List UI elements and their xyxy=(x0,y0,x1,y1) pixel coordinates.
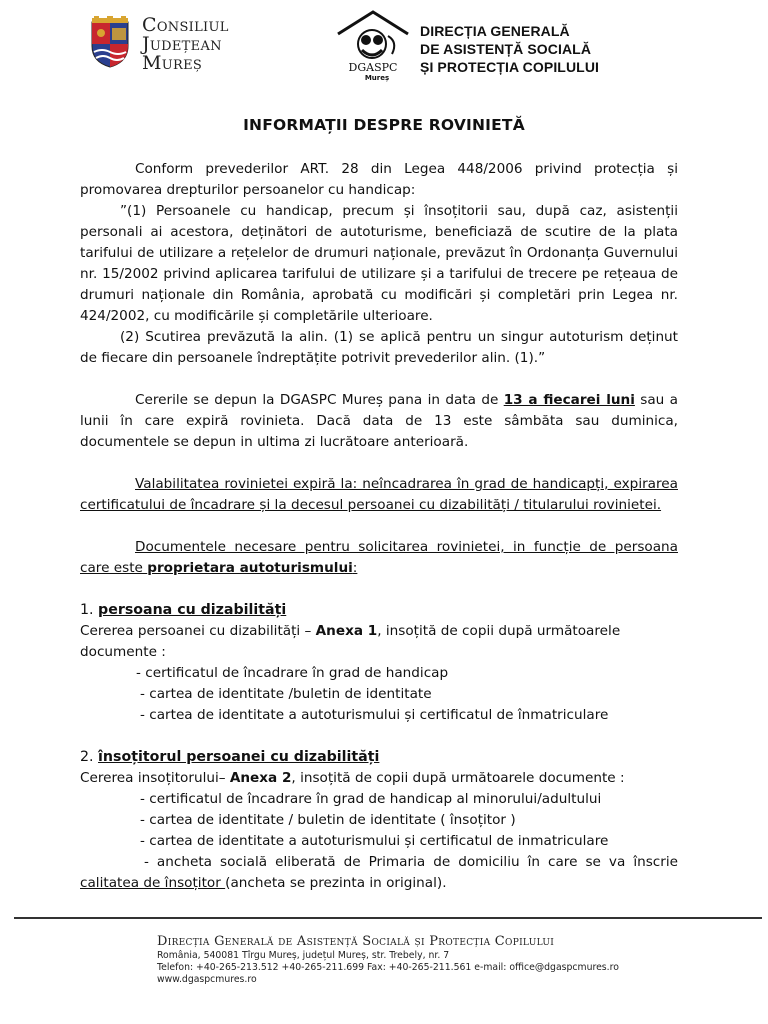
annex-label: Anexa 1 xyxy=(315,623,378,639)
list-item-text: - ancheta socială eliberată de Primaria de domiciliu în care se va înscrie xyxy=(144,854,678,870)
desc-text: Cererea persoanei cu dizabilități – xyxy=(80,623,316,639)
council-line: Mureș xyxy=(142,52,203,74)
list-item: - cartea de identitate a autoturismului și certificatul de înmatriculare xyxy=(140,707,609,723)
section-1-description xyxy=(80,621,678,663)
section-number: 1. xyxy=(80,602,99,618)
county-council-logo xyxy=(90,16,229,73)
footer xyxy=(157,934,619,986)
list-item-underlined: calitatea de însoțitor xyxy=(80,875,226,891)
dgaspc-house-logo-icon xyxy=(332,8,414,82)
logo-text: DGASPC xyxy=(348,61,398,74)
law-quote-paragraph-1: ”(1) Persoanele cu handicap, precum și însoțitorii sau, după caz, asistenții personali ai acestora, deținători de autoturisme, beneficiază de scutire de la plata tarifului de utilizare a rețelelor de drumuri naționale, prevăzut în Ordonanța Guvernului nr. 15/2002 privind aplicarea tarifului de utilizare și a tarifului de trecere pe rețeaua de drumuri naționale din România, aprobată cu modificări și completări prin Legea nr. 424/2002, cu modificările și completările ulterioare. xyxy=(80,203,678,324)
section-2-heading xyxy=(80,747,678,768)
desc-text-end: , insoțită de copii după următoarele documente : xyxy=(291,770,625,786)
dgaspc-line: ȘI PROTECȚIA COPILULUI xyxy=(420,59,600,75)
validity-paragraph: Valabilitatea rovinietei expiră la: neîncadrarea în grad de handicapți, expirarea certificatului de încadrare și la decesul persoanei cu dizabilități / titularului rovinietei. xyxy=(80,476,678,513)
list-item: - cartea de identitate a autoturismului și certificatul de inmatriculare xyxy=(140,833,609,849)
council-line: Județean xyxy=(142,33,222,55)
dgaspc-line: DIRECȚIA GENERALĂ xyxy=(420,23,570,39)
deadline-date: 13 a fiecarei luni xyxy=(503,392,635,408)
list-item: - cartea de identitate /buletin de identitate xyxy=(140,686,432,702)
county-council-name xyxy=(142,16,229,73)
footer-contacts: Telefon: +40-265-213.512 +40-265-211.699 Fax: +40-265-211.561 e-mail: office@dgaspcmures.ro xyxy=(157,962,619,973)
documents-intro-bold: proprietara autoturismului xyxy=(147,560,353,576)
dgaspc-name xyxy=(420,22,599,76)
list-item: - certificatul de încadrare în grad de handicap xyxy=(136,665,449,681)
page-title: INFORMAȚII DESPRE ROVINIETĂ xyxy=(243,116,525,134)
deadline-paragraph xyxy=(80,390,678,453)
law-quote-paragraph-2: (2) Scutirea prevăzută la alin. (1) se aplică pentru un singur autoturism deținut de fiecare din persoanele îndreptățite potrivit prevederilor alin. (1).” xyxy=(80,329,678,366)
council-line: Consiliul xyxy=(142,14,229,36)
footer-website: www.dgaspcmures.ro xyxy=(157,974,257,985)
section-title: însoțitorul persoanei cu dizabilități xyxy=(98,749,380,765)
dgaspc-line: DE ASISTENȚĂ SOCIALĂ xyxy=(420,41,592,57)
footer-org-name: Direcția Generală de Asistență Socială și Protecția Copilului xyxy=(157,934,555,949)
footer-divider xyxy=(14,917,762,919)
documents-intro-text: Documentele necesare pentru solicitarea rovinietei, in funcție de persoana care este xyxy=(80,539,678,576)
section-title: persoana cu dizabilități xyxy=(98,602,287,618)
annex-label: Anexa 2 xyxy=(229,770,292,786)
letterhead xyxy=(0,0,768,90)
list-item: - certificatul de încadrare în grad de handicap al minorului/adultului xyxy=(140,791,602,807)
documents-intro-end: : xyxy=(352,560,358,576)
intro-paragraph: Conform prevederilor ART. 28 din Legea 448/2006 privind protecția și promovarea drepturilor persoanelor cu handicap: xyxy=(80,161,678,198)
desc-text: Cererea insoțitorului– xyxy=(80,770,230,786)
documents-intro-paragraph xyxy=(80,537,678,579)
desc-text-end: , insoțită de copii după următoarele documente : xyxy=(80,623,621,660)
list-item xyxy=(80,852,678,894)
footer-address: România, 540081 Tîrgu Mureș, județul Mureș, str. Trebely, nr. 7 xyxy=(157,950,450,961)
deadline-text: Cererile se depun la DGASPC Mureș pana in data de xyxy=(135,392,504,408)
section-number: 2. xyxy=(80,749,99,765)
list-item: - cartea de identitate / buletin de identitate ( însoțitor ) xyxy=(140,812,516,828)
section-2-description xyxy=(80,768,678,789)
dgaspc-logo-block xyxy=(332,8,599,82)
document-body xyxy=(80,159,678,894)
section-1-heading xyxy=(80,600,678,621)
coat-of-arms-icon xyxy=(90,16,130,68)
deadline-text-end: sau a lunii în care expiră rovinieta. Dacă data de 13 este sâmbăta sau duminica, documentele se depun in ultima zi lucrătoare anterioară. xyxy=(80,392,678,450)
list-item-end: (ancheta se prezinta in original). xyxy=(225,875,447,891)
logo-subtext: Mureș xyxy=(364,74,390,82)
